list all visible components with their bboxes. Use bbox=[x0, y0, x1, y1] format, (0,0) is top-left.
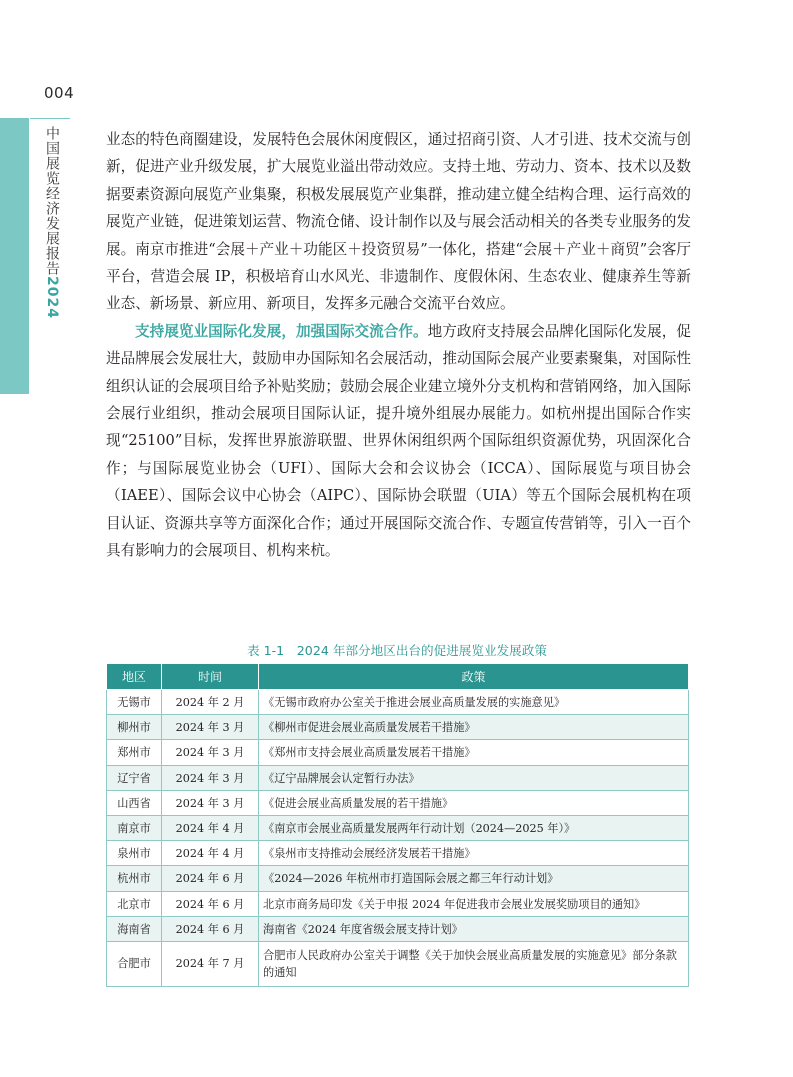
table-row bbox=[107, 866, 689, 891]
cell-policy: 《2024—2026 年杭州市打造国际会展之都三年行动计划》 bbox=[259, 866, 689, 891]
cell-time: 2024 年 4 月 bbox=[162, 815, 259, 840]
table-row bbox=[107, 765, 689, 790]
cell-policy: 《泉州市支持推动会展经济发展若干措施》 bbox=[259, 841, 689, 866]
table-row bbox=[107, 891, 689, 916]
cell-time: 2024 年 2 月 bbox=[162, 690, 259, 715]
cell-policy: 合肥市人民政府办公室关于调整《关于加快会展业高质量发展的实施意见》部分条款的通知 bbox=[259, 941, 689, 986]
paragraph-2 bbox=[106, 318, 691, 565]
table-row bbox=[107, 715, 689, 740]
cell-region: 泉州市 bbox=[107, 841, 162, 866]
paragraph-2-highlight: 支持展览业国际化发展，加强国际交流合作。 bbox=[135, 322, 428, 340]
cell-policy: 《辽宁品牌展会认定暂行办法》 bbox=[259, 765, 689, 790]
table-row bbox=[107, 740, 689, 765]
cell-region: 辽宁省 bbox=[107, 765, 162, 790]
cell-time: 2024 年 7 月 bbox=[162, 941, 259, 986]
cell-time: 2024 年 3 月 bbox=[162, 765, 259, 790]
side-rule-line bbox=[30, 118, 70, 119]
cell-region: 合肥市 bbox=[107, 941, 162, 986]
paragraph-2-body: 地方政府支持展会品牌化国际化发展，促进品牌展会发展壮大，鼓励申办国际知名会展活动，推动国际会展产业要素聚集，对国际性组织认证的会展项目给予补贴奖励；鼓励会展企业建立境外分支机构和营销网络，加入国际会展行业组织，推动会展项目国际认证，提升境外组展办展能力。如杭州提出国际合作实现“25100”目标，发挥世界旅游联盟、世界休闲组织两个国际组织资源优势，巩固深化合作；与国际展览业协会（UFI）、国际大会和会议协会（ICCA）、国际展览与项目协会（IAEE）、国际会议中心协会（AIPC）、国际协会联盟（UIA）等五个国际会展机构在项目认证、资源共享等方面深化合作；通过开展国际交流合作、专题宣传营销等，引入一百个具有影响力的会展项目、机构来杭。 bbox=[106, 322, 691, 560]
cell-region: 郑州市 bbox=[107, 740, 162, 765]
header-region: 地区 bbox=[107, 664, 162, 690]
table-row bbox=[107, 916, 689, 941]
cell-policy: 《南京市会展业高质量发展两年行动计划（2024—2025 年）》 bbox=[259, 815, 689, 840]
cell-time: 2024 年 6 月 bbox=[162, 891, 259, 916]
cell-time: 2024 年 4 月 bbox=[162, 841, 259, 866]
cell-policy: 《无锡市政府办公室关于推进会展业高质量发展的实施意见》 bbox=[259, 690, 689, 715]
cell-time: 2024 年 3 月 bbox=[162, 715, 259, 740]
cell-policy: 《郑州市支持会展业高质量发展若干措施》 bbox=[259, 740, 689, 765]
cell-policy: 北京市商务局印发《关于申报 2024 年促进我市会展业发展奖励项目的通知》 bbox=[259, 891, 689, 916]
cell-time: 2024 年 6 月 bbox=[162, 866, 259, 891]
body-text bbox=[106, 126, 691, 565]
cell-region: 海南省 bbox=[107, 916, 162, 941]
cell-region: 无锡市 bbox=[107, 690, 162, 715]
table-row bbox=[107, 815, 689, 840]
paragraph-1: 业态的特色商圈建设，发展特色会展休闲度假区，通过招商引资、人才引进、技术交流与创新，促进产业升级发展，扩大展览业溢出带动效应。支持土地、劳动力、资本、技术以及数据要素资源向展览产业集聚，积极发展展览产业集群，推动建立健全结构合理、运行高效的展览产业链，促进策划运营、物流仓储、设计制作以及与展会活动相关的各类专业服务的发展。南京市推进“会展＋产业＋功能区＋投资贸易”一体化，搭建“会展＋产业＋商贸”会客厅平台，营造会展 IP，积极培育山水风光、非遗制作、度假休闲、生态农业、健康养生等新业态、新场景、新应用、新项目，发挥多元融合交流平台效应。 bbox=[106, 131, 691, 313]
cell-region: 山西省 bbox=[107, 790, 162, 815]
cell-time: 2024 年 6 月 bbox=[162, 916, 259, 941]
cell-region: 柳州市 bbox=[107, 715, 162, 740]
header-time: 时间 bbox=[162, 664, 259, 690]
table-row bbox=[107, 841, 689, 866]
cell-time: 2024 年 3 月 bbox=[162, 790, 259, 815]
table-row bbox=[107, 690, 689, 715]
header-policy: 政策 bbox=[259, 664, 689, 690]
cell-policy: 海南省《2024 年度省级会展支持计划》 bbox=[259, 916, 689, 941]
table-row bbox=[107, 790, 689, 815]
cell-region: 北京市 bbox=[107, 891, 162, 916]
cell-policy: 《促进会展业高质量发展的若干措施》 bbox=[259, 790, 689, 815]
cell-time: 2024 年 3 月 bbox=[162, 740, 259, 765]
table-caption: 表 1-1 2024 年部分地区出台的促进展览业发展政策 bbox=[247, 643, 547, 658]
cell-region: 南京市 bbox=[107, 815, 162, 840]
running-title-year: 2024 bbox=[44, 276, 60, 319]
running-title bbox=[44, 126, 60, 319]
side-color-band bbox=[0, 118, 29, 394]
running-title-text: 中国展览经济发展报告 bbox=[44, 126, 60, 276]
cell-policy: 《柳州市促进会展业高质量发展若干措施》 bbox=[259, 715, 689, 740]
cell-region: 杭州市 bbox=[107, 866, 162, 891]
page-number: 004 bbox=[44, 84, 75, 102]
table-row bbox=[107, 941, 689, 986]
policy-table bbox=[106, 663, 689, 987]
table-header-row bbox=[107, 664, 689, 690]
